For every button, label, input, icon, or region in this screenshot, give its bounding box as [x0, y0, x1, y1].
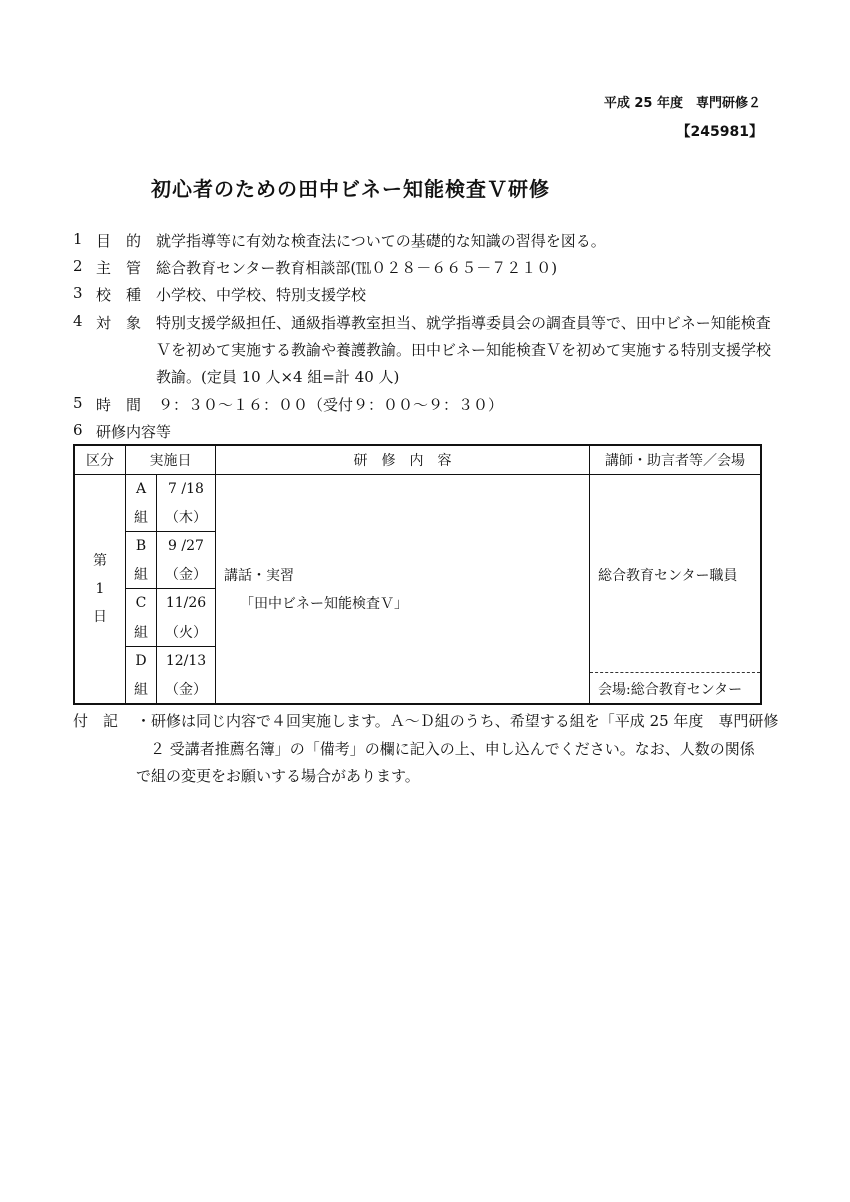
group-date: 11/26 — [157, 589, 216, 618]
dashed-divider — [590, 672, 760, 673]
group-date: 9 /27 — [157, 532, 216, 561]
naiyo-line2: 「田中ビネー知能検査Ｖ」 — [240, 596, 408, 612]
day-char: 1 — [95, 581, 105, 597]
day-char: 第 — [93, 553, 107, 569]
naiyo-line1: 講話・実習 — [224, 568, 294, 584]
table-row — [74, 475, 761, 504]
course-code: 【245981】 — [676, 124, 763, 140]
item-number: 6 — [73, 421, 83, 439]
note-line1: ・研修は同じ内容で４回実施します。Ａ～Ｄ組のうち、希望する組を「平成 25 年度 専門研修 — [136, 712, 779, 730]
group-dow: （金） — [157, 560, 216, 589]
item-text: 総合教育センター教育相談部(℡０２８－６６５－７２１０) — [156, 259, 558, 277]
item-text: 小学校、中学校、特別支援学校 — [156, 286, 367, 304]
day-cell — [74, 475, 126, 705]
group-dow: （金） — [157, 675, 216, 704]
koshi-cell — [590, 475, 762, 705]
group-dow: （火） — [157, 618, 216, 647]
page-title: 初心者のための田中ビネー知能検査Ｖ研修 — [151, 177, 550, 201]
group-date: 7 /18 — [157, 475, 216, 504]
note-line2: ２ 受講者推薦名簿」の「備考」の欄に記入の上、申し込んでください。なお、人数の関係 — [150, 740, 755, 758]
item-text: 特別支援学級担任、通級指導教室担当、就学指導委員会の調査員等で、田中ビネー知能検査 — [156, 314, 771, 332]
note-line3: で組の変更をお願いする場合があります。 — [136, 767, 420, 785]
group-dow: （木） — [157, 503, 216, 532]
item-text-cont: 教諭。(定員 10 人×4 組=計 40 人) — [156, 368, 400, 386]
header-kubun: 区分 — [74, 445, 126, 475]
group-letter: B — [126, 532, 157, 561]
venue-text: 会場:総合教育センター — [598, 682, 743, 698]
item-number: 2 — [73, 257, 83, 275]
item-text-cont: Ｖを初めて実施する教諭や養護教諭。田中ビネー知能検査Ｖを初めて実施する特別支援学校 — [156, 341, 772, 359]
item-number: 5 — [73, 394, 83, 412]
header-koshi: 講師・助言者等／会場 — [590, 445, 762, 475]
group-letter: C — [126, 589, 157, 618]
header-date: 実施日 — [126, 445, 216, 475]
item-number: 1 — [73, 230, 83, 248]
item-label: 研修内容等 — [96, 423, 172, 441]
group-letter: A — [126, 475, 157, 504]
note-label: 付 記 — [73, 712, 119, 730]
item-label: 校 種 — [96, 286, 142, 304]
group-letter: D — [126, 646, 157, 675]
year-line: 平成 25 年度 専門研修２ — [603, 96, 761, 111]
schedule-table — [73, 444, 762, 705]
item-label: 目 的 — [96, 232, 142, 250]
item-number: 4 — [73, 312, 83, 330]
header-naiyo: 研 修 内 容 — [216, 445, 590, 475]
item-text: ９：３０～１６：００（受付９：００～９：３０） — [158, 396, 504, 414]
day-char: 日 — [93, 609, 107, 625]
item-number: 3 — [73, 284, 83, 302]
item-label: 主 管 — [96, 259, 142, 277]
group-kumi: 組 — [126, 560, 157, 589]
group-kumi: 組 — [126, 675, 157, 704]
item-label: 時 間 — [96, 396, 142, 414]
group-kumi: 組 — [126, 618, 157, 647]
group-date: 12/13 — [157, 646, 216, 675]
koshi-text: 総合教育センター職員 — [598, 568, 738, 584]
group-kumi: 組 — [126, 503, 157, 532]
item-text: 就学指導等に有効な検査法についての基礎的な知識の習得を図る。 — [156, 232, 606, 250]
naiyo-cell — [216, 475, 590, 705]
item-label: 対 象 — [96, 314, 142, 332]
table-header-row — [74, 445, 761, 475]
